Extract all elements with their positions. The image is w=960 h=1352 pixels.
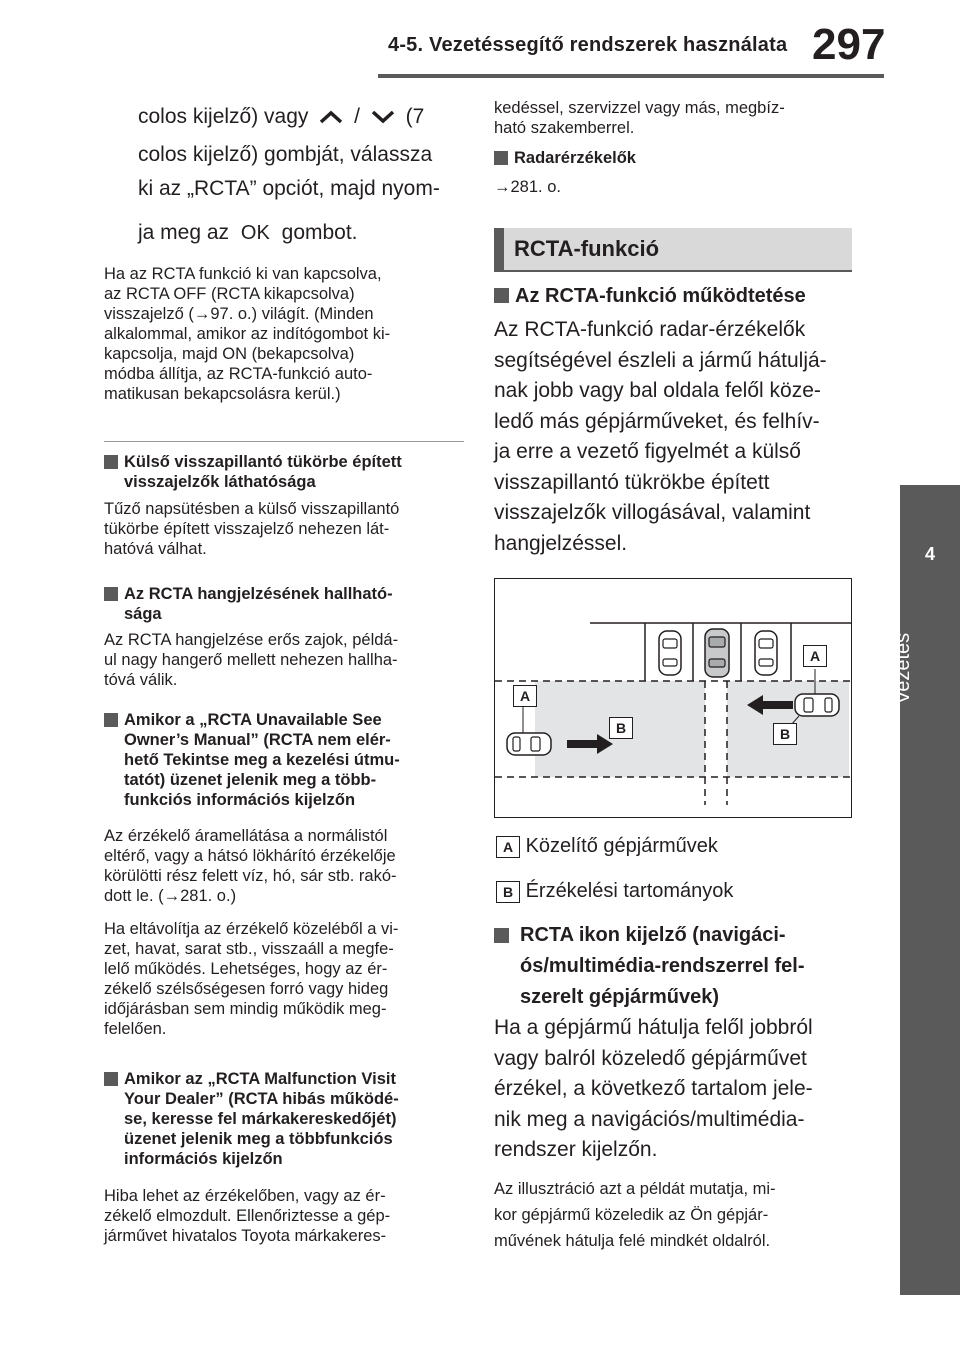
illustration-note: Az illusztráció azt a példát mutatja, mi- kor gépjármű közeledik az Ön gépjár- művének hátulja felé mindkét oldalról. xyxy=(494,1180,776,1250)
buzzer-text: Az RCTA hangjelzése erős zajok, példá- ul nagy hangerő mellett nehezen hallha- tóvá válik. xyxy=(104,631,399,689)
parked-car xyxy=(659,631,681,675)
legend-a-text: Közelítő gépjárművek xyxy=(525,835,718,857)
unavailable-text-2: Ha eltávolítja az érzékelő közeléből a vi- zet, havat, sarat stb., visszaáll a megfe- lelő működés. Lehetséges, hogy az ér- zékelő szélsőségesen forró vagy hideg időjárásban sem mindig működik meg- felelően. xyxy=(104,920,399,1038)
separator: / xyxy=(354,105,360,128)
malfunction-text: Hiba lehet az érzékelőben, vagy az ér- zékelő elmozdult. Ellenőriztesse a gép- járművet hivatalos Toyota márkakeres- xyxy=(104,1187,391,1245)
unavailable-text-1: Az érzékelő áramellátása a normálistól eltérő, vagy a hátsó lökhárító érzékelője körülötti rész felett víz, hó, sár stb. rakó- dott le. (→281. o.) xyxy=(104,827,397,905)
subheading-mirror-indicator xyxy=(104,452,474,492)
square-bullet-icon xyxy=(494,928,509,943)
section-heading-bar xyxy=(494,228,504,272)
subheading-text: RCTA ikon kijelző (navigáci- ós/multimédia-rendszerrel fel- szerelt gépjárművek) xyxy=(520,924,805,1008)
legend-a-tag: A xyxy=(496,836,520,858)
divider xyxy=(104,441,464,442)
subheading-text: Amikor az „RCTA Malfunction Visit Your Dealer” (RCTA hibás működé- se, keresse fel márkakereskedőjét) üzenet jelenik meg a többfunkciós információs kijelzőn xyxy=(124,1070,399,1168)
chapter-number: 4 xyxy=(924,544,935,564)
rcta-off-note: Ha az RCTA funkció ki van kapcsolva, az RCTA OFF (RCTA kikapcsolva) visszajelző (→97. o.) világít. (Minden alkalommal, amikor az indítógombot ki- kapcsolja, majd ON (bekapcsolva) módba állítja, az RCTA-funkció auto- matikusan bekapcsolásra kerül.) xyxy=(104,265,391,403)
square-bullet-icon xyxy=(494,288,509,303)
mirror-indicator-text: Tűző napsütésben a külső visszapillantó tükörbe épített visszajelző nehezen lát- hatóvá válhat. xyxy=(104,500,400,558)
approaching-car-left xyxy=(507,733,551,755)
square-bullet-icon xyxy=(104,1072,118,1086)
icon-display-text: Ha a gépjármű hátulja felől jobbról vagy balról közeledő gépjárművet érzékel, a következő tartalom jele- nik meg a navigációs/multimédia- rendszer kijelzőn. xyxy=(494,1016,813,1161)
square-bullet-icon xyxy=(104,713,118,727)
ok-button-glyph: OK xyxy=(240,222,270,244)
section-heading-text: RCTA-funkció xyxy=(514,236,660,261)
intro-text: colos kijelző) vagy xyxy=(138,105,309,128)
diagram-label-a-right: A xyxy=(803,645,827,667)
subheading-buzzer xyxy=(104,584,474,624)
rcta-diagram xyxy=(494,578,852,818)
own-vehicle-parked xyxy=(705,629,729,677)
subheading-radar xyxy=(494,148,854,168)
intro-line-4 xyxy=(138,218,358,248)
legend-b-tag: B xyxy=(496,881,520,903)
section-header-title: 4-5. Vezetéssegítő rendszerek használata xyxy=(388,34,788,56)
intro-text: gombot. xyxy=(281,221,358,244)
section-heading-underline xyxy=(494,270,852,272)
subheading-unavailable-message xyxy=(104,710,474,810)
square-bullet-icon xyxy=(104,455,118,469)
diagram-label-a-left: A xyxy=(513,685,537,707)
continued-text: kedéssel, szervizzel vagy más, megbíz- ható szakemberrel. xyxy=(494,99,785,137)
diagram-label-b-left: B xyxy=(609,717,633,739)
diagram-label-b-right: B xyxy=(773,723,797,745)
chapter-label: Vezetés xyxy=(892,632,914,704)
page-number: 297 xyxy=(812,20,886,69)
subheading-text: Amikor a „RCTA Unavailable See Owner’s Manual” (RCTA nem elér- hető Tekintse meg a kezelési útmu- tatót) üzenet jelenik meg a több- funkciós információs kijelzőn xyxy=(124,711,400,809)
parked-car xyxy=(755,631,777,675)
subheading-operation xyxy=(494,283,854,309)
square-bullet-icon xyxy=(104,587,118,601)
legend-b xyxy=(496,879,733,903)
approaching-car-right xyxy=(795,694,839,716)
legend-b-text: Érzékelési tartományok xyxy=(525,880,734,902)
subheading-text: Külső visszapillantó tükörbe épített visszajelzők láthatósága xyxy=(124,453,402,491)
section-heading xyxy=(494,228,852,272)
square-bullet-icon xyxy=(494,151,508,165)
subheading-text: Radarérzékelők xyxy=(514,149,636,167)
legend-a xyxy=(496,834,718,858)
subheading-icon-display xyxy=(494,920,854,1013)
intro-line-3: ki az „RCTA” opciót, majd nyom- xyxy=(138,177,440,200)
intro-line-1 xyxy=(138,102,478,134)
intro-text: ja meg az xyxy=(138,221,230,244)
subheading-malfunction-message xyxy=(104,1069,474,1169)
header-rule xyxy=(378,74,884,78)
intro-text-end: (7 xyxy=(405,105,425,128)
radar-page-ref: →281. o. xyxy=(494,178,561,196)
subheading-text: Az RCTA hangjelzésének hallható- sága xyxy=(124,585,393,623)
chevron-up-icon xyxy=(314,104,348,134)
chevron-down-icon xyxy=(366,104,400,134)
operation-text: Az RCTA-funkció radar-érzékelők segítségével észleli a jármű hátuljá- nak jobb vagy bal oldala felől köze- ledő más gépjárműveket, és felhív- ja erre a vezető figyelmét a külső visszapillantó tükrökbe épített visszajelzők villogásával, valamint hangjelzéssel. xyxy=(494,318,827,555)
subheading-text: Az RCTA-funkció működtetése xyxy=(515,285,806,307)
intro-line-2: colos kijelző) gombját, válassza xyxy=(138,143,433,166)
